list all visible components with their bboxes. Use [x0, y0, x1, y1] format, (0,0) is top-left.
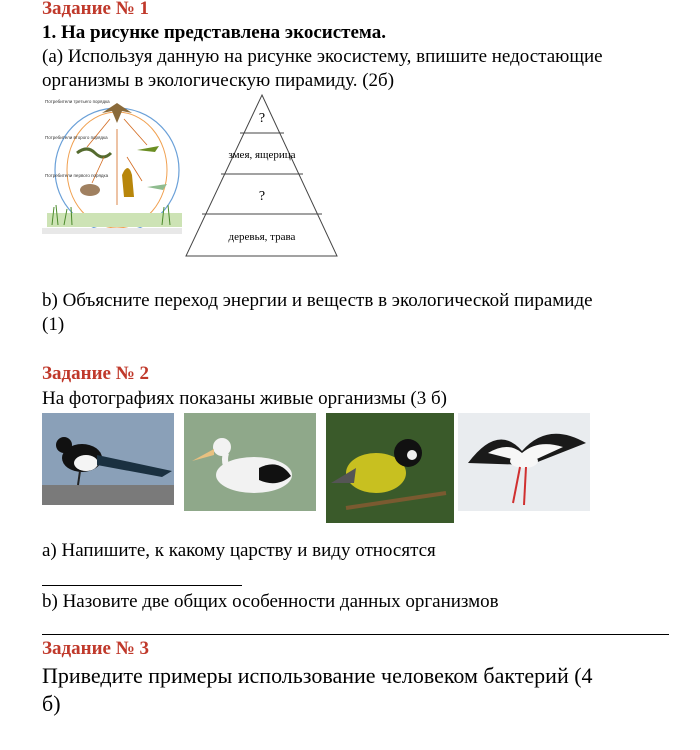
pyramid-level3: змея, ящерица	[228, 149, 296, 161]
task1-part-b-line1: b) Объясните переход энергии и веществ в экологической пирамиде	[42, 290, 593, 311]
pelican-photo	[184, 413, 316, 511]
ecosystem-label-level2: Потребители второго порядка	[45, 135, 108, 140]
pyramid-level2: ?	[258, 189, 266, 204]
task1-heading: Задание № 1	[42, 0, 150, 19]
tit-photo	[326, 413, 454, 523]
pyramid-level1: деревья, трава	[228, 231, 296, 243]
ecosystem-label-level1: Потребители первого порядка	[45, 173, 109, 178]
ecosystem-label-level3: Потребители третьего порядка	[45, 99, 110, 104]
answer-line-b	[42, 634, 669, 635]
task3-heading: Задание № 3	[42, 638, 150, 659]
stork-photo	[458, 413, 590, 511]
task1-question-title: 1. На рисунке представлена экосистема.	[42, 22, 386, 43]
ecological-pyramid	[184, 93, 340, 259]
task2-heading: Задание № 2	[42, 363, 150, 384]
task2-part-b: b) Назовите две общих особенности данных организмов	[42, 591, 499, 612]
answer-line-a	[42, 585, 242, 586]
pyramid-level4: ?	[258, 111, 266, 126]
task2-part-a: а) Напишите, к какому царству и виду относятся	[42, 540, 436, 561]
task1-part-a-line1: (а) Используя данную на рисунке экосистему, впишите недостающие	[42, 46, 603, 67]
task3-line1: Приведите примеры использование человеком бактерий (4	[42, 663, 593, 688]
ecosystem-diagram	[42, 95, 182, 235]
task1-part-b-line2: (1)	[42, 314, 65, 335]
task2-intro: На фотографиях показаны живые организмы (3 б)	[42, 388, 448, 409]
magpie-photo	[42, 413, 174, 505]
task3-line2: б)	[42, 691, 61, 716]
task1-part-a-line2: организмы в экологическую пирамиду. (2б)	[42, 70, 395, 91]
